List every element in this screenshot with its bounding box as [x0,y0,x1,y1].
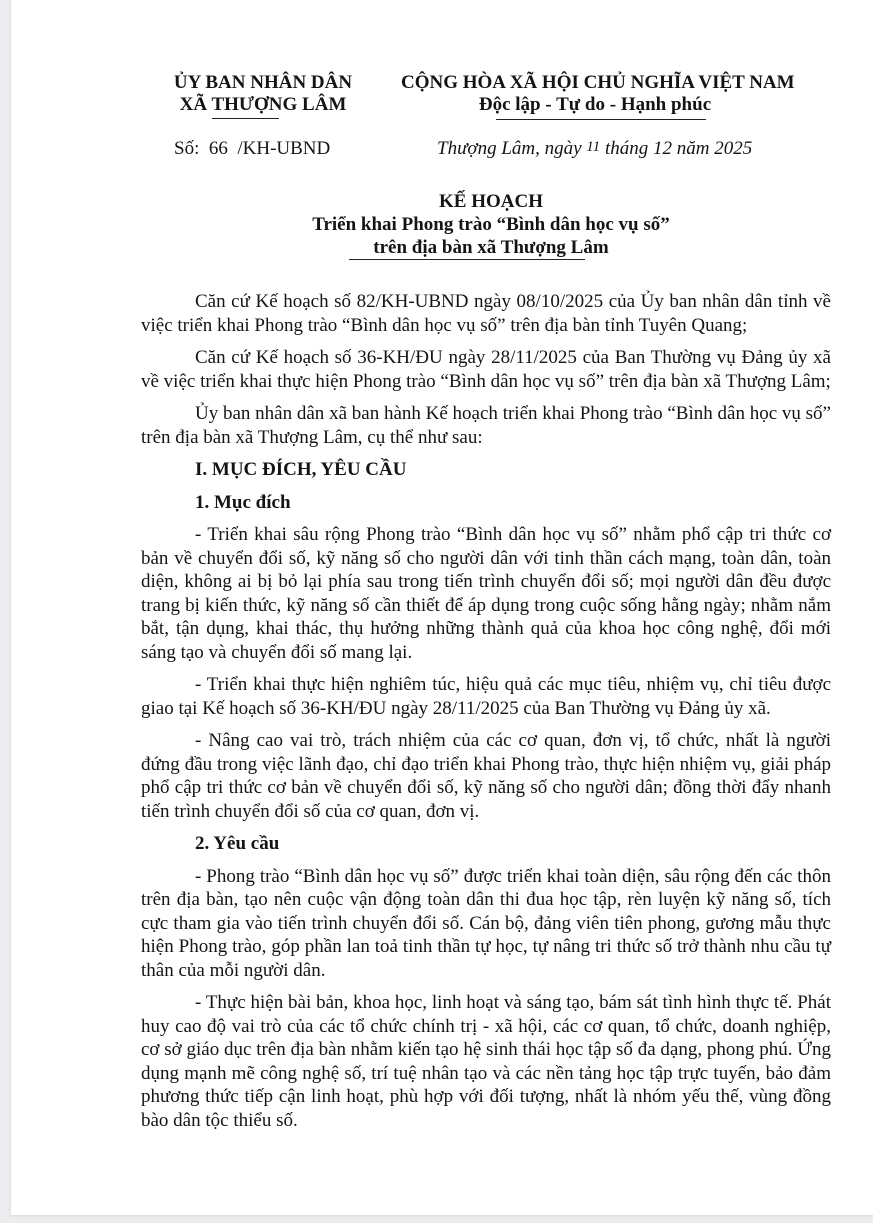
date-year: năm 2025 [671,138,753,159]
preamble-paragraph: Căn cứ Kế hoạch số 82/KH-UBND ngày 08/10/2025 của Ủy ban nhân dân tỉnh về việc triển khai Phong trào “Bình dân học vụ số” trên địa bàn tỉnh Tuyên Quang; [141,291,831,336]
body-paragraph: - Triển khai sâu rộng Phong trào “Bình dân học vụ số” nhằm phổ cập tri thức cơ bản về chuyển đổi số, kỹ năng số cho người dân với tinh thần cách mạng, toàn dân, toàn diện, không ai bị bỏ lại phía sau trong tiến trình chuyển đổi số; mọi người dân đều được trang bị kiến thức, kỹ năng số cần thiết để áp dụng trong cuộc sống hằng ngày; nhằm nắm bắt, tận dụng, khai thác, thụ hưởng những thành quả của khoa học công nghệ, đổi mới sáng tạo và chuyển đổi số mang lại. [141,524,831,663]
date-place-text: Thượng Lâm, ngày [437,138,587,159]
body-paragraph: - Phong trào “Bình dân học vụ số” được triển khai toàn diện, sâu rộng đến các thôn trên địa bàn, tạo nên cuộc vận động toàn dân thi đua học tập, rèn luyện kỹ năng số, tích cực tham gia vào tiến trình chuyển đổi số. Cán bộ, đảng viên tiên phong, gương mẫu thực hiện Phong trào, góp phần lan toả tinh thần tự học, tự nâng tri thức số trở thành nhu cầu tự thân của mỗi người dân. [141,865,831,981]
document-body [141,290,831,1141]
issuing-organization [163,72,363,116]
subsection-heading: 2. Yêu cầu [195,833,280,854]
document-title [171,190,811,259]
preamble-paragraph: Căn cứ Kế hoạch số 36-KH/ĐU ngày 28/11/2025 của Ban Thường vụ Đảng ủy xã về việc triển khai thực hiện Phong trào “Bình dân học vụ số” trên địa bàn xã Thượng Lâm; [141,347,831,392]
subsection-heading: 1. Mục đích [195,491,291,513]
date-place [437,138,752,161]
doc-number-prefix: Số: [174,138,200,159]
doc-number-suffix: /KH-UBND [237,138,331,159]
national-motto [401,72,795,116]
date-day: 11 [586,139,601,155]
date-month: 12 [652,138,672,159]
title-line-1: KẾ HOẠCH [439,191,543,212]
org-underline [212,118,279,119]
title-underline [349,259,585,260]
org-line-2: XÃ THƯỢNG LÂM [179,94,347,115]
preamble-paragraph: Ủy ban nhân dân xã ban hành Kế hoạch triển khai Phong trào “Bình dân học vụ số” trên địa bàn xã Thượng Lâm, cụ thể như sau: [141,403,831,448]
document-page [10,0,873,1215]
body-paragraph: - Thực hiện bài bản, khoa học, linh hoạt và sáng tạo, bám sát tình hình thực tế. Phát huy cao độ vai trò của các tổ chức chính trị - xã hội, các cơ quan, tổ chức, doanh nghiệp, cơ sở giáo dục trên địa bàn nhằm kiến tạo hệ sinh thái học tập số đa dạng, phong phú. Ứng dụng mạnh mẽ công nghệ số, trí tuệ nhân tạo và các nền tảng học tập trực tuyến, bảo đảm phương thức tiếp cận linh hoạt, phù hợp với đối tượng, nhất là nhóm yếu thế, vùng đồng bào dân tộc thiểu số. [141,992,831,1131]
document-number [174,138,330,160]
title-line-3: trên địa bàn xã Thượng Lâm [373,237,609,258]
title-line-2: Triển khai Phong trào “Bình dân học vụ số” [312,214,670,235]
org-line-1: ỦY BAN NHÂN DÂN [173,72,353,93]
date-month-label: tháng [600,138,653,159]
motto-underline [496,119,706,120]
section-heading: I. MỤC ĐÍCH, YÊU CẦU [195,459,407,480]
nation-line-1: CỘNG HÒA XÃ HỘI CHỦ NGHĨA VIỆT NAM [401,72,795,93]
body-paragraph: - Nâng cao vai trò, trách nhiệm của các cơ quan, đơn vị, tổ chức, nhất là người đứng đầu trong việc lãnh đạo, chỉ đạo triển khai Phong trào, thực hiện nhiệm vụ, giải pháp phổ cập tri thức cơ bản về chuyển đổi số, kỹ năng số cho người dân; đồng thời đẩy nhanh tiến trình chuyển đổi số của cơ quan, đơn vị. [141,730,831,822]
body-paragraph: - Triển khai thực hiện nghiêm túc, hiệu quả các mục tiêu, nhiệm vụ, chỉ tiêu được giao tại Kế hoạch số 36-KH/ĐU ngày 28/11/2025 của Ban Thường vụ Đảng ủy xã. [141,674,831,719]
nation-line-2: Độc lập - Tự do - Hạnh phúc [478,94,712,115]
doc-number-value: 66 [208,138,228,159]
